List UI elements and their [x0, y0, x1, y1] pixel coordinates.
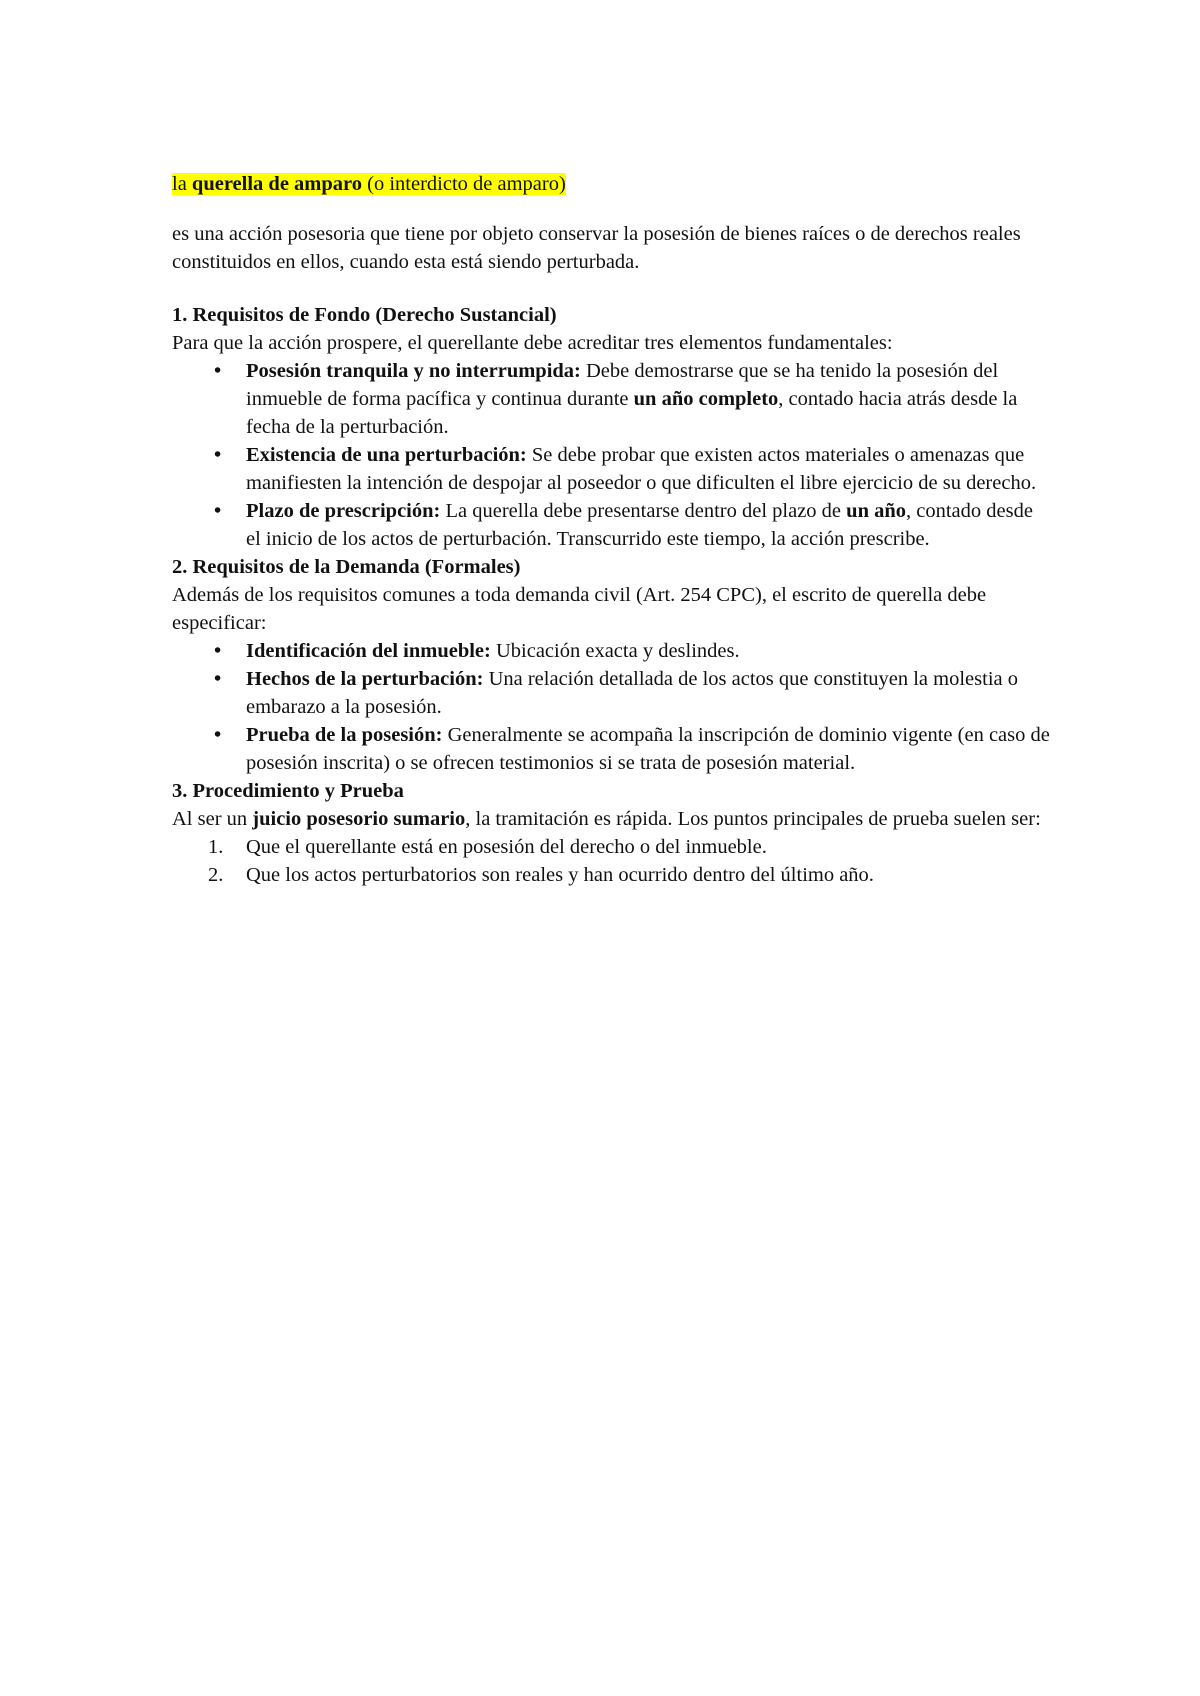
title-bold: querella de amparo — [191, 173, 362, 195]
item-bold: Prueba de la posesión: — [246, 724, 443, 746]
bullet-icon: • — [214, 668, 222, 690]
item-text: Que el querellante está en posesión del derecho o del inmueble. — [246, 836, 767, 858]
title-highlight — [172, 173, 566, 195]
section-3-heading: 3. Procedimiento y Prueba — [172, 780, 404, 802]
item-bold-inline: un año completo — [633, 388, 779, 410]
title-prefix: la — [172, 173, 192, 195]
section-3-text-a: Al ser un — [172, 808, 253, 830]
bullet-icon: • — [214, 640, 222, 662]
bullet-icon: • — [214, 360, 222, 382]
item-text: Una relación detallada de los actos que constituyen la molestia o embarazo a la posesión. — [246, 668, 1018, 718]
title-suffix: (o interdicto de amparo) — [362, 173, 566, 195]
list-item — [172, 665, 1052, 721]
section-1-text: Para que la acción prospere, el querellante debe acreditar tres elementos fundamentales: — [172, 332, 893, 354]
bullet-icon: • — [214, 724, 222, 746]
list-item — [172, 357, 1052, 441]
item-bold: Identificación del inmueble: — [246, 640, 491, 662]
list-item — [172, 833, 1052, 861]
document-title — [172, 170, 1052, 198]
list-item — [172, 721, 1052, 777]
intro-paragraph: es una acción posesoria que tiene por objeto conservar la posesión de bienes raíces o de derechos reales constituidos en ellos, cuando esta está siendo perturbada. — [172, 223, 1021, 273]
item-text: La querella debe presentarse dentro del plazo de — [440, 500, 847, 522]
list-item — [172, 861, 1052, 889]
item-bold-inline: un año — [846, 500, 907, 522]
list-item — [172, 441, 1052, 497]
section-1-heading: 1. Requisitos de Fondo (Derecho Sustancial) — [172, 304, 557, 326]
item-text-end: , contado desde el inicio de los actos de perturbación. Transcurrido este tiempo, la acción prescribe. — [246, 500, 1033, 550]
item-text-end: , contado hacia atrás desde la fecha de la perturbación. — [246, 388, 1018, 438]
item-bold: Existencia de una perturbación: — [246, 444, 527, 466]
section-1-list — [172, 357, 1052, 553]
item-text: Generalmente se acompaña la inscripción de dominio vigente (en caso de posesión inscrita) o se ofrecen testimonios si se trata de posesión material. — [246, 724, 1050, 774]
item-bold: Plazo de prescripción: — [246, 500, 441, 522]
list-item — [172, 497, 1052, 553]
section-3-text-b: , la tramitación es rápida. Los puntos principales de prueba suelen ser: — [465, 808, 1041, 830]
item-text: Se debe probar que existen actos materiales o amenazas que manifiesten la intención de despojar al poseedor o que dificulten el libre ejercicio de su derecho. — [246, 444, 1037, 494]
item-text: Ubicación exacta y deslindes. — [490, 640, 740, 662]
section-3-bold: juicio posesorio sumario — [252, 808, 466, 830]
item-text: Que los actos perturbatorios son reales y han ocurrido dentro del último año. — [246, 864, 874, 886]
section-3-text — [172, 805, 1052, 833]
section-2-heading: 2. Requisitos de la Demanda (Formales) — [172, 556, 521, 578]
bullet-icon: • — [214, 444, 222, 466]
bullet-icon: • — [214, 500, 222, 522]
document-page — [172, 170, 1052, 889]
item-number: 1. — [208, 836, 224, 858]
item-text: Debe demostrarse que se ha tenido la posesión del inmueble de forma pacífica y continua durante — [246, 360, 999, 410]
section-2-list — [172, 637, 1052, 777]
item-number: 2. — [208, 864, 224, 886]
section-2-text: Además de los requisitos comunes a toda demanda civil (Art. 254 CPC), el escrito de querella debe especificar: — [172, 584, 987, 634]
item-bold: Posesión tranquila y no interrumpida: — [246, 360, 581, 382]
list-item — [172, 637, 1052, 665]
section-3-list — [172, 833, 1052, 889]
item-bold: Hechos de la perturbación: — [246, 668, 484, 690]
